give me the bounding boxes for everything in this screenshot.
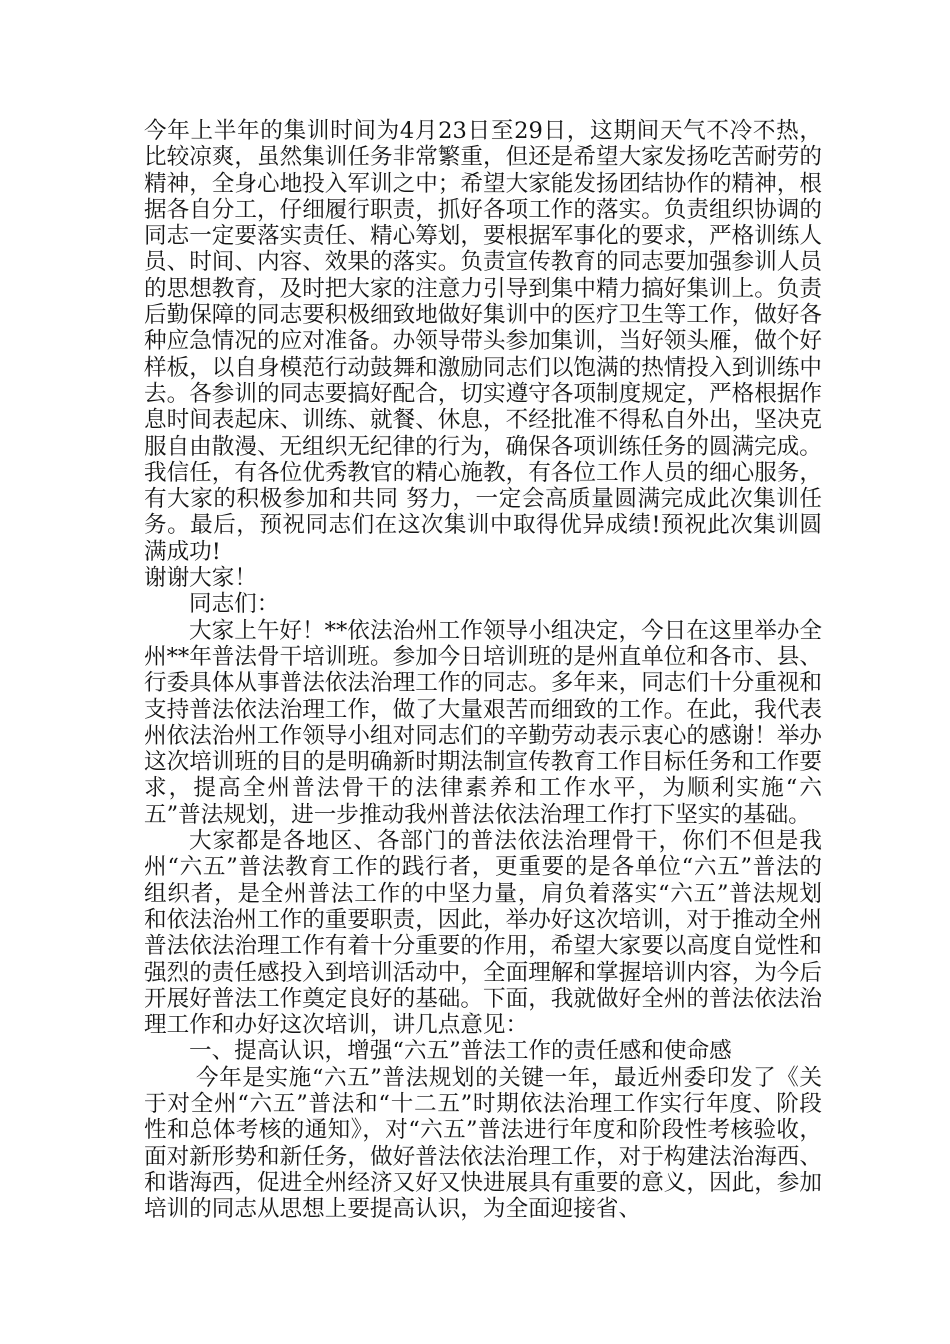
paragraph-thanks: 谢谢大家！: [144, 565, 257, 592]
section-heading-one: 一、提高认识，增强“六五”普法工作的责任感和使命感: [189, 1038, 732, 1065]
paragraph-training-schedule: 今年上半年的集训时间为4月23日至29日，这期间天气不冷不热，比较凉爽，虽然集训任务非常繁重，但还是希望大家发扬吃苦耐劳的精神，全身心地投入军训之中；希望大家能发扬团结协作的精神，根据各自分工，仔细履行职责，抓好各项工作的落实。负责组织协调的同志一定要落实责任、精心筹划，要根据军事化的要求，严格训练人员、时间、内容、效果的落实。负责宣传教育的同志要加强参训人员的思想教育，及时把大家的注意力引导到集中精力搞好集训上。负责后勤保障的同志要积极细致地做好集训中的医疗卫生等工作，做好各种应急情况的应对准备。办领导带头参加集训，当好领头雁，做个好样板，以自身模范行动鼓舞和激励同志们以饱满的热情投入到训练中去。各参训的同志要搞好配合，切实遵守各项制度规定，严格根据作息时间表起床、训练、就餐、休息，不经批准不得私自外出，坚决克服自由散漫、无组织无纪律的行为，确保各项训练任务的圆满完成。: [144, 118, 822, 460]
paragraph-salutation: 同志们：: [189, 591, 280, 618]
paragraph-confidence: 我信任，有各位优秀教官的精心施教，有各位工作人员的细心服务，有大家的积极参加和共同 努力，一定会高质量圆满完成此次集训任务。最后，预祝同志们在这次集训中取得优异成绩!预祝此次集训圆满成功!: [144, 459, 822, 565]
document-page: [144, 118, 822, 1222]
paragraph-greeting: 大家上午好！**依法治州工作领导小组决定，今日在这里举办全州**年普法骨干培训班。参加今日培训班的是州直单位和各市、县、行委具体从事普法依法治理工作的同志。多年来，同志们十分重视和支持普法依法治理工作，做了大量艰苦而细致的工作。在此，我代表州依法治州工作领导小组对同志们的辛勤劳动表示衷心的感谢！举办这次培训班的目的是明确新时期法制宣传教育工作目标任务和工作要求，提高全州普法骨干的法律素养和工作水平，为顺利实施“六五”普法规划，进一步推动我州普法依法治理工作打下坚实的基础。: [144, 617, 822, 828]
paragraph-key-year: 今年是实施“六五”普法规划的关键一年，最近州委印发了《关于对全州“六五”普法和“十二五”时期依法治理工作实行年度、阶段性和总体考核的通知》，对“六五”普法进行年度和阶段性考核验收，面对新形势和新任务，做好普法依法治理工作，对于构建法治海西、和谐海西，促进全州经济又好又快进展具有重要的意义，因此，参加培训的同志从思想上要提高认识，为全面迎接省、: [144, 1064, 822, 1223]
paragraph-backbone: 大家都是各地区、各部门的普法依法治理骨干，你们不但是我州“六五”普法教育工作的践行者，更重要的是各单位“六五”普法的组织者，是全州普法工作的中坚力量，肩负着落实“六五”普法规划和依法治州工作的重要职责，因此，举办好这次培训，对于推动全州普法依法治理工作有着十分重要的作用，希望大家要以高度自觉性和强烈的责任感投入到培训活动中，全面理解和掌握培训内容，为今后开展好普法工作奠定良好的基础。下面，我就做好全州的普法依法治理工作和办好这次培训，讲几点意见：: [144, 828, 822, 1039]
